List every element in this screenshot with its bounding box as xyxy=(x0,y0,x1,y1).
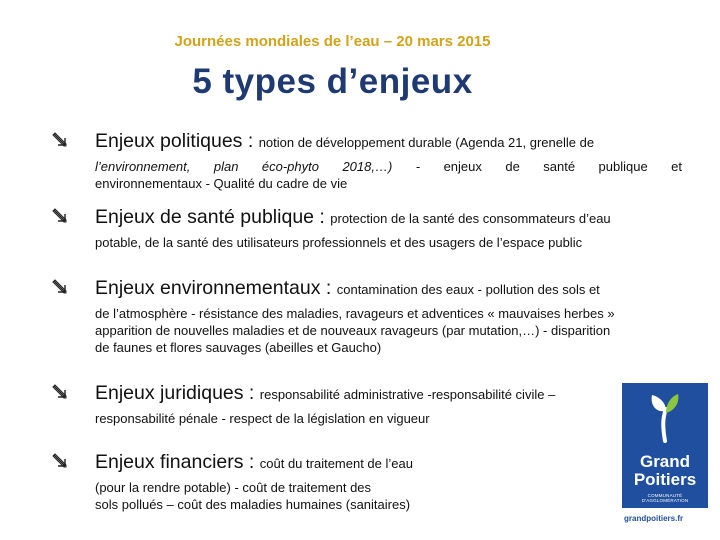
item-heading: Enjeux environnementaux : xyxy=(95,277,337,299)
outline-arrow-icon xyxy=(50,130,72,152)
item-text: (pour la rendre potable) - coût de traitement des xyxy=(95,480,372,495)
list-item-environnementaux xyxy=(50,277,682,356)
item-text: coût du traitement de l’eau xyxy=(259,456,413,471)
outline-arrow-icon xyxy=(50,382,72,404)
item-text: sols pollués – coût des maladies humaines (sanitaires) xyxy=(95,497,411,512)
item-heading: Enjeux de santé publique : xyxy=(95,206,331,228)
logo-word-poitiers: Poitiers xyxy=(633,470,697,489)
item-heading: Enjeux financiers : xyxy=(95,451,260,473)
slide-title: 5 types d’enjeux xyxy=(192,62,473,101)
outline-arrow-icon xyxy=(50,451,72,473)
item-heading: Enjeux juridiques : xyxy=(95,382,260,404)
item-heading: Enjeux politiques : xyxy=(95,130,259,152)
item-text: potable, de la santé des utilisateurs professionnels et des usagers de l’espace public xyxy=(95,235,583,250)
item-text: protection de la santé des consommateurs d’eau xyxy=(330,211,611,226)
item-text: apparition de nouvelles maladies et de nouveaux ravageurs (par mutation,…) - disparition xyxy=(95,323,611,338)
list-item-politiques xyxy=(50,130,682,192)
item-text: responsabilité pénale - respect de la législation en vigueur xyxy=(95,411,430,426)
logo-url: grandpoitiers.fr xyxy=(624,514,684,523)
item-text: contamination des eaux - pollution des sols et xyxy=(336,282,600,297)
outline-arrow-icon xyxy=(50,206,72,228)
item-text: responsabilité administrative -responsabilité civile – xyxy=(259,387,556,402)
list-item-sante xyxy=(50,206,682,251)
leaf-figure-icon xyxy=(644,391,686,443)
logo-word-grand: Grand xyxy=(639,452,691,471)
item-text: notion de développement durable (Agenda 21, grenelle de xyxy=(258,135,595,150)
grand-poitiers-logo xyxy=(622,383,708,533)
list-item-juridiques xyxy=(50,382,682,427)
item-text: de faunes et flores sauvages (abeilles et Gaucho) xyxy=(95,340,382,355)
logo-tagline: COMMUNAUTÉ D'AGGLOMÉRATION xyxy=(641,493,689,503)
item-text: environnementaux - Qualité du cadre de vie xyxy=(95,176,348,191)
outline-arrow-icon xyxy=(50,277,72,299)
item-text: l’environnement, plan éco-phyto 2018,…) - xyxy=(95,159,444,174)
logo-panel xyxy=(622,383,708,508)
event-subtitle: Journées mondiales de l’eau – 20 mars 2015 xyxy=(174,33,491,50)
item-text: enjeux de santé publique et xyxy=(443,159,683,174)
item-text: de l’atmosphère - résistance des maladies, ravageurs et adventices « mauvaises herbes » xyxy=(95,306,615,321)
list-item-financiers xyxy=(50,451,682,513)
